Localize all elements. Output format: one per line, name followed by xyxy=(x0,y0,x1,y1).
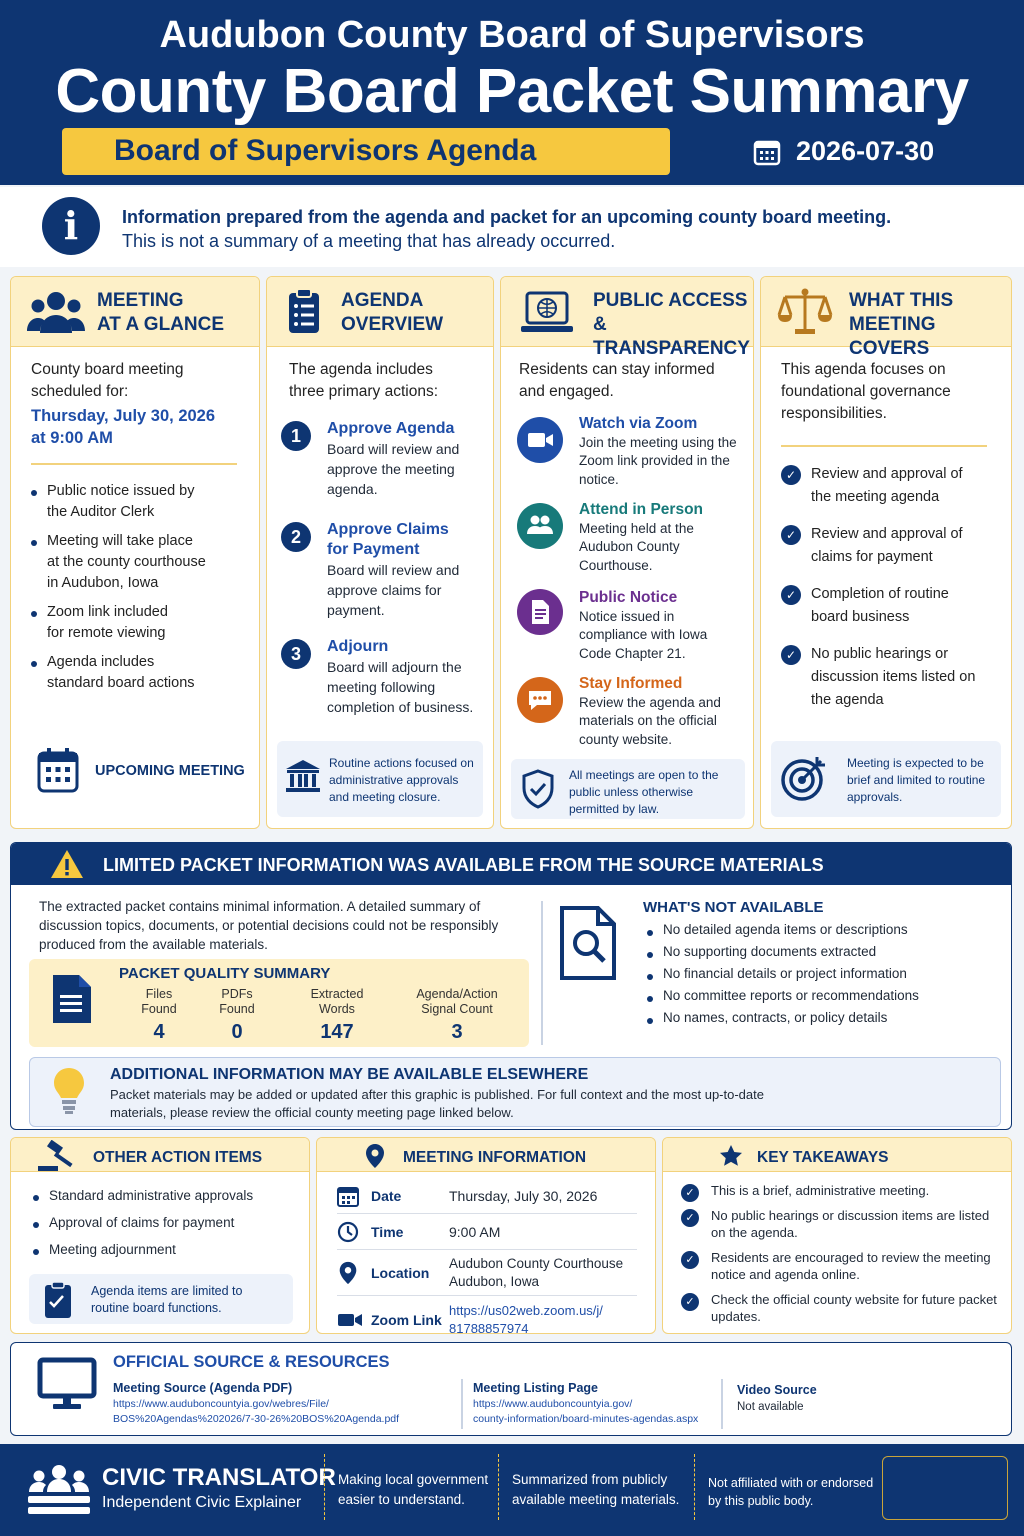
not-available-item: No committee reports or recommendations xyxy=(647,987,919,1005)
checklist-icon xyxy=(43,1280,73,1320)
gavel-icon xyxy=(37,1140,77,1172)
stat-value: 4 xyxy=(153,1021,165,1043)
key-takeaways-card xyxy=(662,1137,1012,1334)
date-value: Thursday, July 30, 2026 xyxy=(449,1187,598,1204)
stat-label: Files Found xyxy=(141,987,177,1016)
source-listing-page xyxy=(473,1381,713,1427)
source-link[interactable] xyxy=(113,1397,453,1427)
not-available-item: No supporting documents extracted xyxy=(647,943,919,961)
access-item-desc: Join the meeting using the Zoom link provided in the notice. xyxy=(579,434,737,487)
time-label: Time xyxy=(371,1223,404,1240)
covers-check-item xyxy=(781,463,981,509)
agenda-step xyxy=(281,520,491,620)
clipboard-icon xyxy=(287,287,321,335)
stat-label: Extracted Words xyxy=(310,987,364,1016)
footer-placeholder-box xyxy=(882,1456,1008,1520)
additional-info-text: Packet materials may be added or updated after this graphic is published. For full context and the most up-to-date materials, please review the official county meeting page linked below. xyxy=(110,1087,764,1120)
covers-intro: This agenda focuses on foundational governance responsibilities. xyxy=(781,361,951,422)
chat-bubble-icon xyxy=(517,677,563,723)
monitor-icon xyxy=(37,1357,97,1411)
takeaway-text: Check the official county website for future packet updates. xyxy=(711,1291,997,1324)
star-icon xyxy=(719,1144,743,1168)
packet-quality-summary xyxy=(29,959,529,1047)
step-number: 3 xyxy=(281,639,311,669)
takeaways-title: KEY TAKEAWAYS xyxy=(757,1149,889,1166)
meeting-date xyxy=(752,136,934,167)
calendar-icon xyxy=(337,1185,359,1207)
meeting-time-row xyxy=(337,1214,637,1250)
agenda-overview-card xyxy=(266,276,494,829)
meeting-info-title: MEETING INFORMATION xyxy=(403,1149,587,1166)
other-action-items-card xyxy=(10,1137,310,1334)
source-video xyxy=(737,1383,887,1413)
location-pin-icon xyxy=(337,1261,359,1285)
agenda-intro: The agenda includes three primary actions: xyxy=(289,361,439,400)
people-icon xyxy=(517,503,563,549)
access-item xyxy=(517,589,747,669)
date-text: 2026-07-30 xyxy=(796,136,935,166)
footer-message-1: Making local government easier to understand. xyxy=(338,1472,489,1507)
takeaway-text: No public hearings or discussion items are listed on the agenda. xyxy=(711,1207,990,1240)
zoom-link-part-1[interactable]: https://us02web.zoom.us/j/ xyxy=(449,1303,603,1318)
footer-message-3: Not affiliated with or endorsed by this public body. xyxy=(708,1476,874,1508)
location-value-2: Audubon, Iowa xyxy=(449,1273,540,1289)
other-footer-note xyxy=(29,1274,293,1324)
source-label: Meeting Source (Agenda PDF) xyxy=(113,1381,293,1395)
zoom-link-part-2[interactable]: 81788857974 xyxy=(449,1321,529,1334)
additional-info-note xyxy=(29,1057,1001,1127)
step-number: 2 xyxy=(281,522,311,552)
not-available-item: No detailed agenda items or descriptions xyxy=(647,921,919,939)
limited-banner xyxy=(11,843,1011,885)
glance-intro: County board meeting scheduled for: xyxy=(31,361,184,400)
takeaway-text: Residents are encouraged to review the meeting notice and agenda online. xyxy=(711,1249,991,1282)
checkmark-icon: ✓ xyxy=(681,1184,699,1202)
source-agenda-pdf xyxy=(113,1381,453,1427)
other-title: OTHER ACTION ITEMS xyxy=(93,1149,263,1166)
document-search-icon xyxy=(559,905,621,981)
checkmark-icon: ✓ xyxy=(781,645,801,665)
card-title-line-2: AT A GLANCE xyxy=(97,314,225,335)
document-icon xyxy=(51,973,93,1025)
access-item-title: Public Notice xyxy=(579,589,678,606)
calendar-icon xyxy=(752,137,782,167)
source-link-part[interactable]: https://www.auduboncountyia.gov/ xyxy=(473,1398,633,1410)
source-link[interactable] xyxy=(473,1397,713,1427)
not-available-item: No financial details or project information xyxy=(647,965,919,983)
source-title: OFFICIAL SOURCE & RESOURCES xyxy=(113,1353,390,1371)
agenda-footer-text: Routine actions focused on administrative approvals and meeting closure. xyxy=(329,756,474,804)
access-footer-note xyxy=(511,759,745,819)
stat-value: 3 xyxy=(451,1021,463,1043)
stat-label: Agenda/Action Signal Count xyxy=(416,987,498,1016)
glance-when-1: Thursday, July 30, 2026 xyxy=(31,407,216,425)
meeting-covers-card xyxy=(760,276,1012,829)
card-title-line-1: PUBLIC ACCESS xyxy=(593,290,748,311)
step-title: Approve Agenda xyxy=(327,420,455,437)
access-item-desc: Review the agenda and materials on the official county website. xyxy=(579,694,721,747)
checkmark-icon: ✓ xyxy=(681,1293,699,1311)
takeaway-item xyxy=(681,1207,1003,1242)
checkmark-icon: ✓ xyxy=(781,465,801,485)
takeaway-item xyxy=(681,1182,1003,1200)
step-title: Adjourn xyxy=(327,638,389,655)
checkmark-icon: ✓ xyxy=(681,1209,699,1227)
target-icon xyxy=(779,753,829,803)
other-item: Approval of claims for payment xyxy=(33,1213,253,1232)
covers-check-item xyxy=(781,583,981,629)
access-intro: Residents can stay informed and engaged. xyxy=(519,361,715,400)
public-access-card xyxy=(500,276,754,829)
brand-tagline: Independent Civic Explainer xyxy=(102,1494,302,1511)
limited-text: The extracted packet contains minimal information. A detailed summary of discussion topics, documents, or potential decisions could not be responsibly produced from the available materials. xyxy=(39,899,499,952)
laptop-icon xyxy=(519,291,575,335)
quality-title: PACKET QUALITY SUMMARY xyxy=(119,965,331,982)
covers-footer-note xyxy=(771,741,1001,817)
not-available-item: No names, contracts, or policy details xyxy=(647,1009,919,1027)
time-value: 9:00 AM xyxy=(449,1223,501,1240)
glance-bullet: Zoom link included for remote viewing xyxy=(31,602,181,644)
checkmark-icon: ✓ xyxy=(681,1251,699,1269)
covers-check-item xyxy=(781,523,981,569)
checkmark-icon: ✓ xyxy=(781,525,801,545)
source-label: Video Source xyxy=(737,1383,817,1397)
quality-stat xyxy=(299,987,375,1043)
glance-bullet: Meeting will take place at the county courthouse in Audubon, Iowa xyxy=(31,531,206,594)
zoom-label: Zoom Link xyxy=(371,1312,442,1328)
covers-check-item xyxy=(781,643,981,712)
access-item-title: Attend in Person xyxy=(579,501,704,518)
access-item xyxy=(517,501,747,581)
meeting-at-a-glance-card xyxy=(10,276,260,829)
check-text: No public hearings or discussion items listed on the agenda xyxy=(811,646,976,708)
step-number: 1 xyxy=(281,421,311,451)
meeting-zoom-row xyxy=(337,1296,637,1334)
people-icon xyxy=(27,289,85,335)
access-item-title: Watch via Zoom xyxy=(579,415,698,432)
agenda-step xyxy=(281,637,491,717)
building-icon xyxy=(285,759,321,793)
access-item xyxy=(517,415,747,495)
step-title: Approve Claims for Payment xyxy=(327,521,449,558)
other-item: Meeting adjournment xyxy=(33,1240,253,1259)
scales-icon xyxy=(777,287,833,337)
step-desc: Board will review and approve claims for payment. xyxy=(327,562,460,618)
limited-info-section xyxy=(10,842,1012,1130)
glance-bullet: Agenda includes standard board actions xyxy=(31,652,206,694)
card-title-line-2: & TRANSPARENCY xyxy=(593,314,750,359)
source-label: Meeting Listing Page xyxy=(473,1381,599,1395)
check-text: Completion of routine board business xyxy=(811,586,949,625)
agenda-subtitle: Board of Supervisors Agenda xyxy=(62,128,670,175)
step-desc: Board will review and approve the meeting agenda. xyxy=(327,441,460,497)
info-icon: i xyxy=(42,197,100,255)
other-item: Standard administrative approvals xyxy=(33,1186,253,1205)
glance-bullet: Public notice issued by the Auditor Clerk xyxy=(31,481,206,523)
meeting-information-card xyxy=(316,1137,656,1334)
card-title-line-1: MEETING xyxy=(97,290,184,311)
source-value: Not available xyxy=(737,1401,804,1413)
takeaway-item xyxy=(681,1249,1003,1284)
warning-icon xyxy=(49,848,85,880)
quality-stat xyxy=(135,987,183,1043)
org-name: Audubon County Board of Supervisors xyxy=(159,14,865,56)
footer-message-2: Summarized from publicly available meeting materials. xyxy=(512,1472,680,1507)
access-item-title: Stay Informed xyxy=(579,675,683,692)
check-text: Review and approval of claims for payment xyxy=(811,526,963,565)
page-title: County Board Packet Summary xyxy=(55,57,969,126)
limited-banner-text: LIMITED PACKET INFORMATION WAS AVAILABLE FROM THE SOURCE MATERIALS xyxy=(103,855,824,875)
notice-banner xyxy=(0,187,1024,267)
takeaway-text: This is a brief, administrative meeting. xyxy=(711,1183,930,1198)
stat-value: 0 xyxy=(231,1021,243,1043)
access-footer-text: All meetings are open to the public unless otherwise permitted by law. xyxy=(569,768,719,816)
card-title-line-2: OVERVIEW xyxy=(341,314,444,335)
location-value-1: Audubon County Courthouse xyxy=(449,1255,624,1271)
page-footer xyxy=(0,1444,1024,1536)
additional-info-title: ADDITIONAL INFORMATION MAY BE AVAILABLE ELSEWHERE xyxy=(110,1066,589,1083)
clock-icon xyxy=(337,1221,359,1243)
video-camera-icon xyxy=(337,1311,363,1329)
stat-value: 147 xyxy=(320,1021,354,1043)
checkmark-icon: ✓ xyxy=(781,585,801,605)
quality-stat xyxy=(405,987,509,1043)
other-footer-text: Agenda items are limited to routine board functions. xyxy=(91,1284,243,1315)
shield-icon xyxy=(521,769,555,809)
agenda-step xyxy=(281,419,491,497)
official-source-section xyxy=(10,1342,1012,1436)
check-text: Review and approval of the meeting agenda xyxy=(811,466,963,505)
agenda-footer-note xyxy=(277,741,483,817)
access-item xyxy=(517,675,747,755)
meeting-date-row xyxy=(337,1178,637,1214)
card-title-line-2: MEETING COVERS xyxy=(849,314,936,359)
quality-stat xyxy=(215,987,259,1043)
location-label: Location xyxy=(371,1264,430,1281)
notice-line-2: This is not a summary of a meeting that has already occurred. xyxy=(122,231,616,251)
source-link-part[interactable]: county-information/board-minutes-agendas.aspx xyxy=(473,1413,699,1425)
not-available-title: WHAT'S NOT AVAILABLE xyxy=(643,899,824,916)
access-item-desc: Notice issued in compliance with Iowa Code Chapter 21. xyxy=(579,608,708,661)
access-item-desc: Meeting held at the Audubon County Courthouse. xyxy=(579,520,694,573)
source-link-part[interactable]: https://www.auduboncountyia.gov/webres/File/ xyxy=(113,1398,329,1410)
date-label: Date xyxy=(371,1187,402,1204)
source-link-part[interactable]: BOS%20Agendas%202026/7-30-26%20BOS%20Agenda.pdf xyxy=(113,1413,400,1425)
upcoming-meeting-label: UPCOMING MEETING xyxy=(95,763,245,779)
zoom-link[interactable] xyxy=(449,1302,603,1334)
video-camera-icon xyxy=(517,417,563,463)
notice-line-1: Information prepared from the agenda and packet for an upcoming county board meeting. xyxy=(122,207,892,227)
card-title-line-1: AGENDA xyxy=(341,290,424,311)
covers-footer-text: Meeting is expected to be brief and limited to routine approvals. xyxy=(847,756,986,804)
meeting-location-row xyxy=(337,1250,637,1296)
stat-label: PDFs Found xyxy=(219,987,255,1016)
glance-when-2: at 9:00 AM xyxy=(31,429,113,447)
location-pin-icon xyxy=(365,1143,385,1169)
document-icon xyxy=(517,589,563,635)
brand-name: CIVIC TRANSLATOR xyxy=(102,1464,336,1491)
card-title-line-1: WHAT THIS xyxy=(849,290,954,311)
page-header xyxy=(0,0,1024,185)
calendar-icon xyxy=(37,747,79,793)
takeaway-item xyxy=(681,1291,1003,1326)
community-icon xyxy=(26,1462,92,1518)
lightbulb-icon xyxy=(52,1066,86,1116)
step-desc: Board will adjourn the meeting following completion of business. xyxy=(327,659,474,715)
